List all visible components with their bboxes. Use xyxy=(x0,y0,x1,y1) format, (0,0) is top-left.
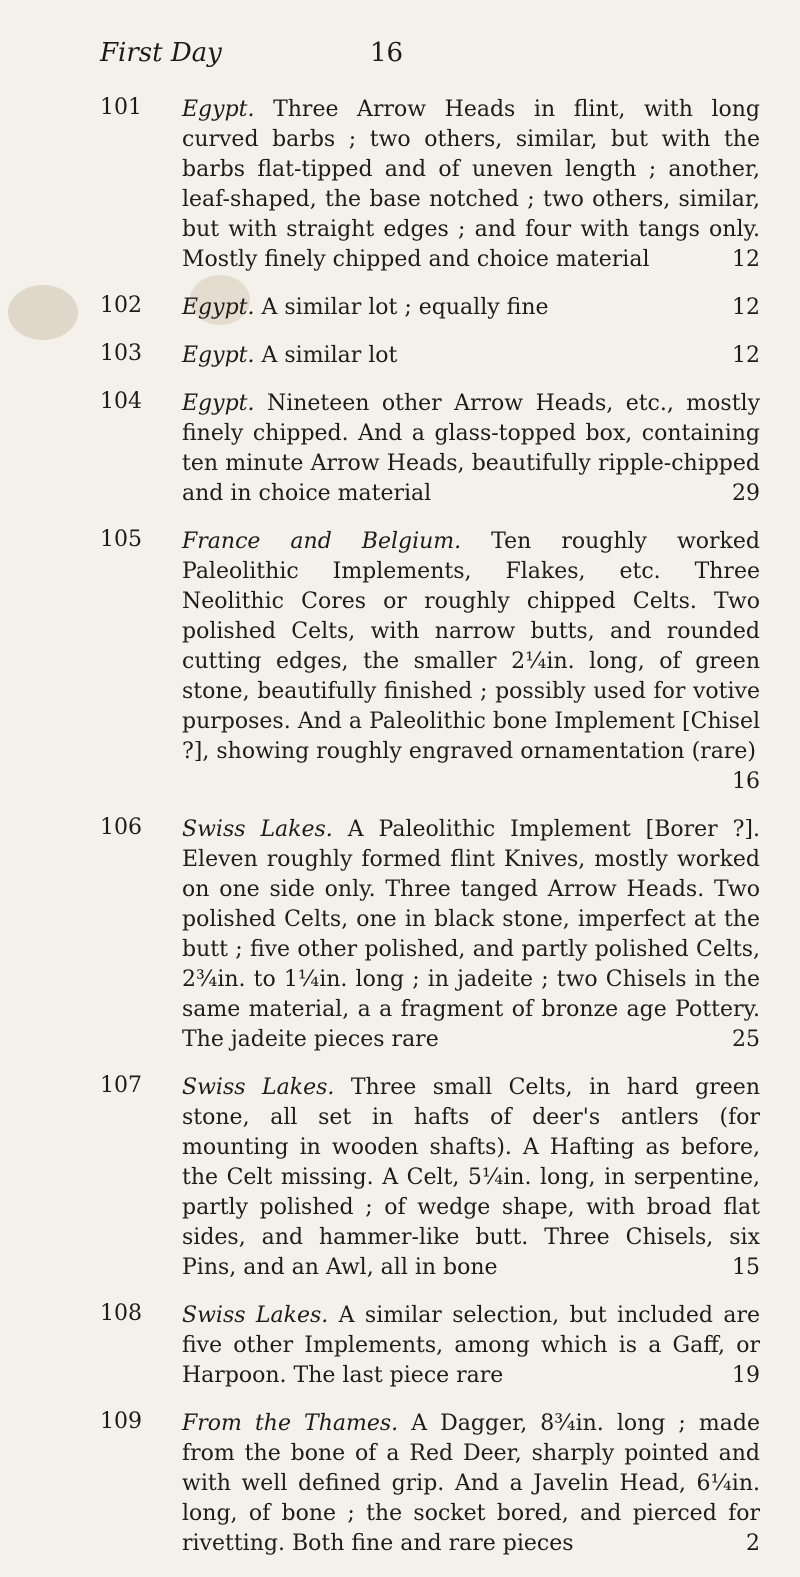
lot-title: Swiss Lakes. xyxy=(182,817,348,842)
lot-price: 12 xyxy=(732,343,760,368)
lot-price: 2 xyxy=(746,1531,760,1556)
lot-body xyxy=(182,1073,760,1283)
lot-description: A similar lot xyxy=(261,343,398,368)
paper-stain xyxy=(8,285,78,340)
lot-number: 101 xyxy=(100,95,142,120)
lot-body xyxy=(182,95,760,275)
lot-body xyxy=(182,389,760,509)
lot-number: 109 xyxy=(100,1409,142,1434)
lot-number: 105 xyxy=(100,527,142,552)
lot-number: 106 xyxy=(100,815,142,840)
lot-entry xyxy=(100,815,760,1055)
lot-body xyxy=(182,293,760,323)
lot-number: 102 xyxy=(100,293,142,318)
lot-entry xyxy=(100,389,760,509)
lot-list xyxy=(100,95,760,1577)
lot-body xyxy=(182,815,760,1055)
lot-title: From the Thames. xyxy=(182,1411,412,1436)
page-number: 16 xyxy=(370,38,404,68)
lot-title: Egypt. xyxy=(182,343,262,368)
lot-title: Egypt. xyxy=(182,391,267,416)
lot-price: 25 xyxy=(732,1027,760,1052)
lot-entry xyxy=(100,1409,760,1559)
lot-price: 12 xyxy=(732,247,760,272)
lot-number: 107 xyxy=(100,1073,142,1098)
lot-number: 108 xyxy=(100,1301,142,1326)
lot-number: 103 xyxy=(100,341,142,366)
lot-body xyxy=(182,1301,760,1391)
lot-body xyxy=(182,341,760,371)
lot-description: A similar lot ; equally fine xyxy=(261,295,549,320)
lot-price: 12 xyxy=(732,295,760,320)
lot-price: 19 xyxy=(732,1363,760,1388)
lot-description: Nineteen other Arrow Heads, etc., mostly finely chipped. And a glass-topped box, containing ten minute Arrow Heads, beautifully ripple-chipped and in choice material xyxy=(182,391,760,506)
lot-title: Egypt. xyxy=(182,97,274,122)
lot-title: Swiss Lakes. xyxy=(182,1075,351,1100)
lot-price: 15 xyxy=(732,1255,760,1280)
lot-body xyxy=(182,527,760,797)
lot-body xyxy=(182,1409,760,1559)
lot-number: 104 xyxy=(100,389,142,414)
page-header xyxy=(100,38,760,70)
lot-description: Ten roughly worked Paleolithic Implements, Flakes, etc. Three Neolithic Cores or roughly chipped Celts. Two polished Celts, with narrow butts, and rounded cutting edges, the smaller 2¼in. long, of green stone, beautifully finished ; possibly used for votive purposes. And a Paleolithic bone Implement [Chisel ?], showing roughly engraved ornamentation (rare) xyxy=(182,529,760,764)
running-head: First Day xyxy=(100,38,222,68)
lot-price: 16 xyxy=(732,769,760,794)
lot-entry xyxy=(100,293,760,323)
lot-description: A Paleolithic Implement [Borer ?]. Eleven roughly formed flint Knives, mostly worked on one side only. Three tanged Arrow Heads. Two polished Celts, one in black stone, imperfect at the butt ; five other polished, and partly polished Celts, 2¾in. to 1¼in. long ; in jadeite ; two Chisels in the same material, a a fragment of bronze age Pottery. The jadeite pieces rare xyxy=(182,817,760,1052)
lot-price: 29 xyxy=(732,481,760,506)
lot-title: Egypt. xyxy=(182,295,262,320)
lot-description: Three Arrow Heads in flint, with long curved barbs ; two others, similar, but with the barbs flat-tipped and of uneven length ; another, leaf-shaped, the base notched ; two others, similar, but with straight edges ; and four with tangs only. Mostly finely chipped and choice material xyxy=(182,97,760,272)
lot-entry xyxy=(100,1301,760,1391)
lot-entry xyxy=(100,527,760,797)
lot-entry xyxy=(100,341,760,371)
lot-title: Swiss Lakes. xyxy=(182,1303,339,1328)
lot-title: France and Belgium. xyxy=(182,529,492,554)
lot-description: A Dagger, 8¾in. long ; made from the bone of a Red Deer, sharply pointed and with well defined grip. And a Javelin Head, 6¼in. long, of bone ; the socket bored, and pierced for rivetting. Both fine and rare pieces xyxy=(182,1411,760,1556)
lot-description: Three small Celts, in hard green stone, all set in hafts of deer's antlers (for mounting in wooden shafts). A Hafting as before, the Celt missing. A Celt, 5¼in. long, in serpentine, partly polished ; of wedge shape, with broad flat sides, and hammer-like butt. Three Chisels, six Pins, and an Awl, all in bone xyxy=(182,1075,760,1280)
lot-entry xyxy=(100,1073,760,1283)
lot-description: A similar selection, but included are five other Implements, among which is a Gaff, or Harpoon. The last piece rare xyxy=(182,1303,760,1388)
lot-entry xyxy=(100,95,760,275)
